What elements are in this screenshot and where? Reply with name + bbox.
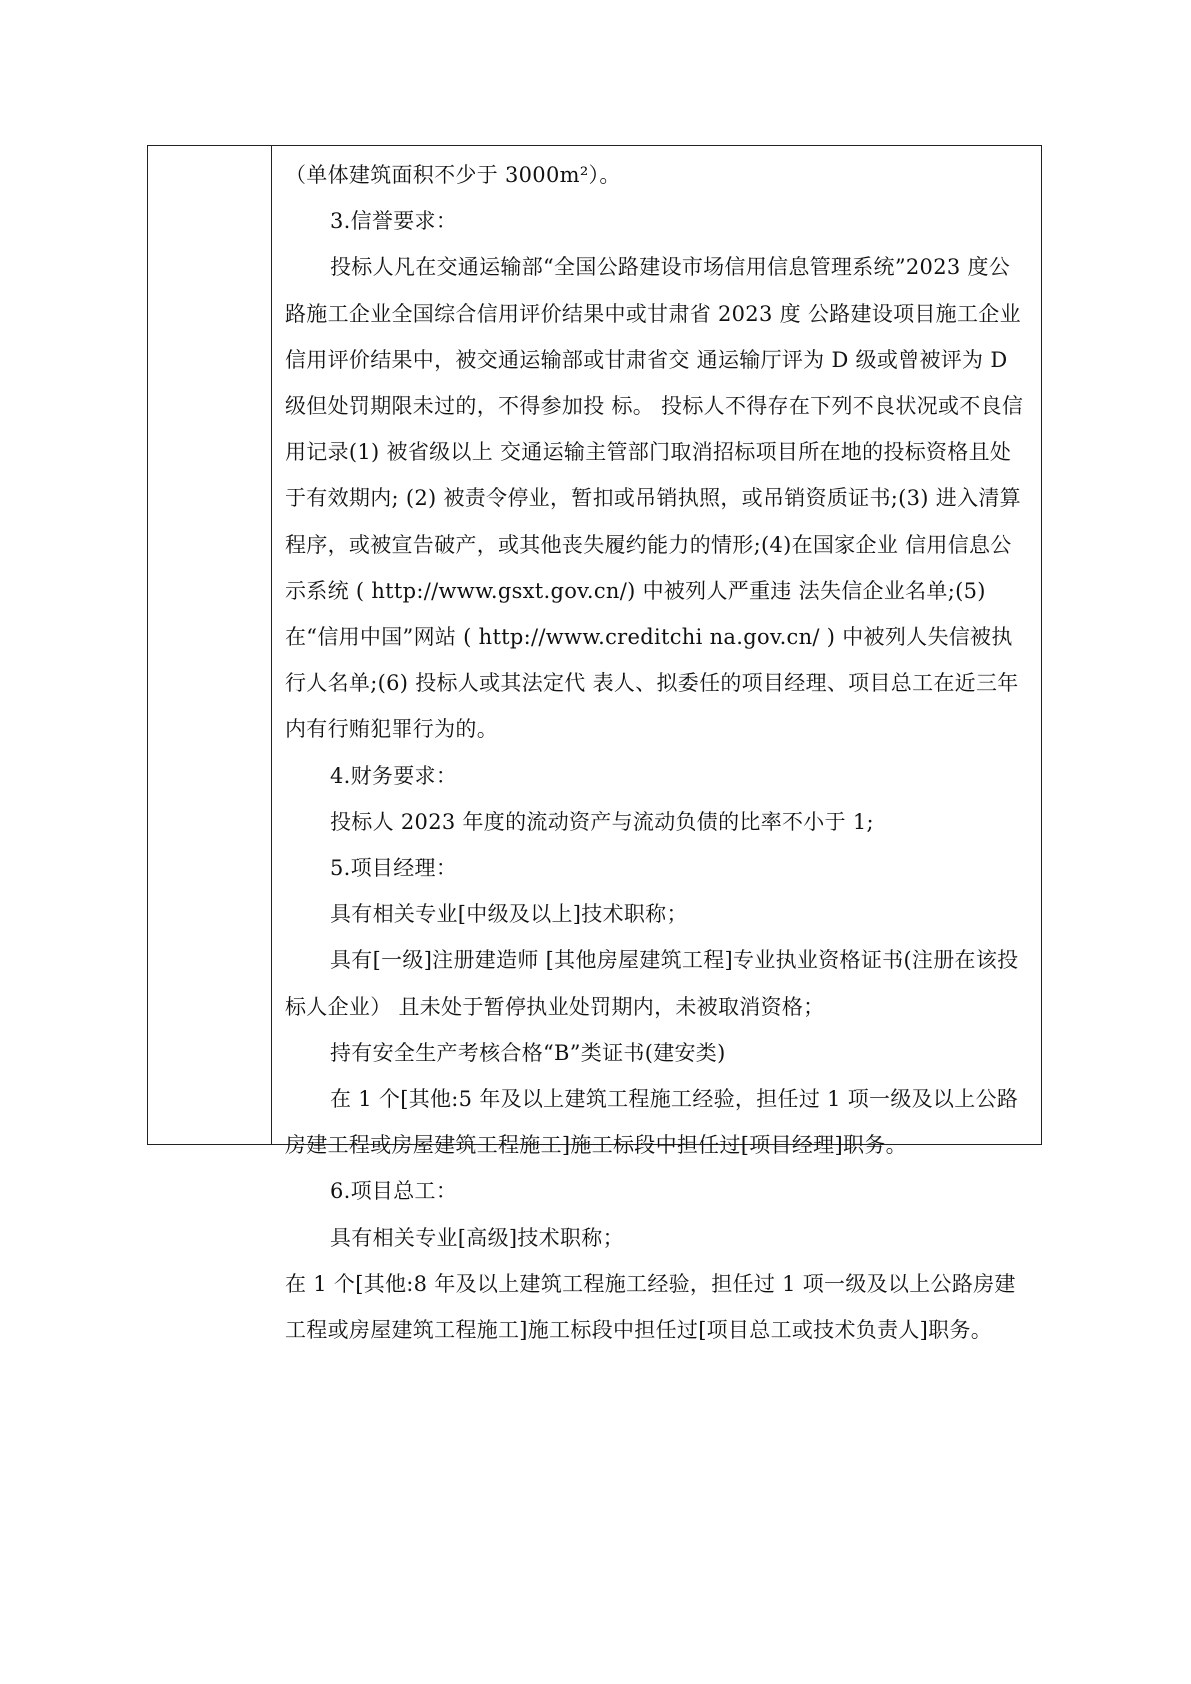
heading-chief-engineer: 6.项目总工： [330, 1179, 458, 1204]
paragraph-credit-requirements: 投标人凡在交通运输部“全国公路建设市场信用信息管理系统”2023 度公路施工企业全国综合信用评价结果中或甘肃省 2023 度 公路建设项目施工企业信用评价结果中，被交通运输部或甘肃省交 通运输厅评为 D 级或曾被评为 D 级但处罚期限未过的，不得参加投 标。 投标人不得存在下列不良状况或不良信用记录(1) 被省级以上 交通运输主管部门取消招标项目所在地的投标资格且处于有效期内; (2) 被责令停业，暂扣或吊销执照，或吊销资质证书;(3) 进入清算 程序，或被宣告破产，或其他丧失履约能力的情形;(4)在国家企业 信用信息公示系统 ( http://www.gsxt.gov.cn/) 中被列人严重违 法失信企业名单;(5)在“信用中国”网站 ( http://www.creditchi na.gov.cn/ ) 中被列人失信被执行人名单;(6) 投标人或其法定代 表人、拟委任的项目经理、项目总工在近三年内有行贿犯罪行为的。 [285, 255, 1024, 742]
paragraph-financial-requirements: 投标人 2023 年度的流动资产与流动负债的比率不小于 1; [330, 809, 874, 834]
paragraph-manager-safety: 持有安全生产考核合格“B”类证书(建安类) [330, 1040, 726, 1065]
paragraph-manager-certificate: 具有[一级]注册建造师 [其他房屋建筑工程]专业执业资格证书(注册在该投标人企业） 且未处于暂停执业处罚期内，未被取消资格； [285, 948, 1019, 1019]
label-cell [148, 146, 272, 1144]
paragraph-manager-title: 具有相关专业[中级及以上]技术职称； [330, 902, 688, 927]
paragraph-engineer-experience: 在 1 个[其他:8 年及以上建筑工程施工经验，担任过 1 项一级及以上公路房建工程或房屋建筑工程施工]施工标段中担任过[项目总工或技术负责人]职务。 [285, 1271, 1016, 1343]
content-cell [272, 146, 1041, 1343]
requirements-table [147, 145, 1042, 1343]
requirements-text [285, 152, 1025, 1353]
heading-financial-requirements: 4.财务要求： [330, 763, 458, 788]
paragraph-engineer-title: 具有相关专业[高级]技术职称； [330, 1225, 624, 1250]
paragraph-manager-experience: 在 1 个[其他:5 年及以上建筑工程施工经验，担任过 1 项一级及以上公路房建工程或房屋建筑工程施工]施工标段中担任过[项目经理]职务。 [285, 1087, 1019, 1158]
paragraph-area-note: （单体建筑面积不少于 3000m²）。 [285, 163, 621, 187]
heading-credit-requirements: 3.信誉要求： [330, 209, 458, 234]
heading-project-manager: 5.项目经理： [330, 856, 458, 881]
